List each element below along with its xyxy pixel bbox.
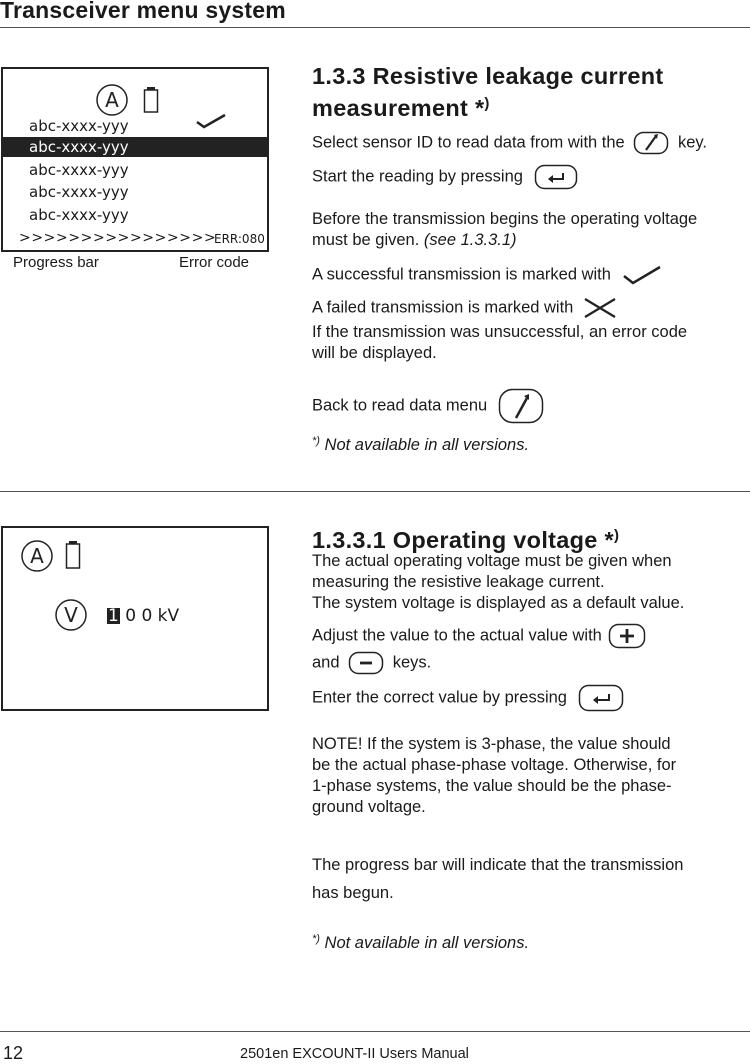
footnote-2 xyxy=(312,929,529,954)
title-superscript: ) xyxy=(613,527,620,544)
battery-icon xyxy=(65,540,81,570)
caption-error-code: Error code xyxy=(179,254,250,271)
plus-key-icon xyxy=(608,623,646,649)
section-title-line1: 1.3.3 Resistive leakage current xyxy=(312,63,664,89)
enter-key-icon xyxy=(578,684,624,712)
before-reference: (see 1.3.3.1) xyxy=(423,231,517,249)
p1-line2: measuring the resistive leakage current. xyxy=(312,573,605,591)
voltage-v-letter: V xyxy=(64,603,78,627)
back-paragraph xyxy=(312,388,544,424)
footnote-mark: *) xyxy=(312,933,320,945)
note-line3: 1-phase systems, the value should be the phase- xyxy=(312,777,672,795)
before-transmission-paragraph xyxy=(312,209,697,251)
enter-text: Enter the correct value by pressing xyxy=(312,688,567,707)
progress-bar-indicator: >>>>>>>>>>>>>>>> xyxy=(19,230,217,246)
page-header-title: Transceiver menu system xyxy=(0,0,286,23)
section-title-1-3-3 xyxy=(312,62,664,122)
lcd-screen-voltage xyxy=(1,526,269,711)
start-text: Start the reading by pressing xyxy=(312,167,523,186)
footnote-text: Not available in all versions. xyxy=(324,436,530,454)
mode-a-icon xyxy=(95,83,129,117)
header-rule xyxy=(0,27,750,28)
enter-value-paragraph xyxy=(312,684,624,712)
voltage-v-icon xyxy=(52,598,90,632)
success-paragraph xyxy=(312,264,662,286)
select-text-key: key. xyxy=(677,133,707,152)
mode-a-letter: A xyxy=(30,544,44,568)
fail-text: A failed transmission is marked with xyxy=(312,298,574,317)
fail-cross-icon xyxy=(582,297,618,319)
error-code-display: ERR:080 xyxy=(214,232,265,246)
note-line4: ground voltage. xyxy=(312,798,426,816)
sensor-list-item: abc-xxxx-yyy xyxy=(29,161,129,179)
success-text: A successful transmission is marked with xyxy=(312,265,611,284)
error-line1: If the transmission was unsuccessful, an error code xyxy=(312,323,688,341)
success-check-icon xyxy=(195,113,227,129)
minus-key-icon xyxy=(348,651,384,675)
voltage-value xyxy=(107,606,179,626)
page-number: 12 xyxy=(3,1043,24,1063)
sensor-list-item: abc-xxxx-yyy xyxy=(29,183,129,201)
footnote-mark: *) xyxy=(312,435,320,447)
lcd-screen-sensor-list xyxy=(1,67,269,252)
back-key-icon xyxy=(498,388,544,424)
mode-a-icon xyxy=(20,539,54,573)
battery-icon xyxy=(143,86,159,114)
section-divider xyxy=(0,491,750,492)
note-paragraph xyxy=(312,734,676,818)
before-line2: must be given. xyxy=(312,231,420,249)
fail-paragraph xyxy=(312,297,618,319)
progress-line1: The progress bar will indicate that the transmission xyxy=(312,856,684,874)
adjust-paragraph xyxy=(312,623,646,649)
note-line2: be the actual phase-phase voltage. Otherwise, for xyxy=(312,756,677,774)
sensor-list-item: abc-xxxx-yyy xyxy=(29,117,129,135)
document-title: 2501en EXCOUNT-II Users Manual xyxy=(240,1046,469,1062)
footer-rule xyxy=(0,1031,750,1032)
voltage-cursor-digit: 1 xyxy=(108,606,119,626)
sensor-list-item: abc-xxxx-yyy xyxy=(29,206,129,224)
error-paragraph xyxy=(312,322,687,364)
error-line2: will be displayed. xyxy=(312,344,437,362)
section2-title: 1.3.3.1 Operating voltage * xyxy=(312,527,614,553)
progress-paragraph xyxy=(312,851,683,907)
select-text: Select sensor ID to read data from with the xyxy=(312,133,625,152)
adjust-text: Adjust the value to the actual value with xyxy=(312,626,602,645)
back-text: Back to read data menu xyxy=(312,396,488,415)
p1-line1: The actual operating voltage must be given when xyxy=(312,552,672,570)
footnote-1 xyxy=(312,431,529,456)
section-title-line2: measurement * xyxy=(312,95,485,121)
section-title-1-3-3-1 xyxy=(312,522,619,554)
note-line1: NOTE! If the system is 3-phase, the value should xyxy=(312,735,671,753)
voltage-value-rest: 0 0 kV xyxy=(119,606,180,626)
and-text: and xyxy=(312,653,340,672)
progress-line2: has begun. xyxy=(312,884,394,902)
select-key-icon xyxy=(633,131,669,155)
title-superscript: ) xyxy=(484,95,490,112)
caption-progress-bar: Progress bar xyxy=(13,254,99,271)
operating-voltage-paragraph xyxy=(312,551,684,614)
footnote-text: Not available in all versions. xyxy=(324,934,530,952)
start-reading-paragraph xyxy=(312,164,578,190)
mode-a-letter: A xyxy=(105,88,119,112)
minus-key-paragraph xyxy=(312,651,431,675)
enter-key-icon xyxy=(534,164,578,190)
before-line1: Before the transmission begins the operating voltage xyxy=(312,210,698,228)
sensor-list-item-selected: abc-xxxx-yyy xyxy=(3,137,267,157)
select-sensor-paragraph xyxy=(312,131,707,155)
success-check-icon xyxy=(622,264,662,286)
keys-text: keys. xyxy=(392,653,432,672)
p1-line3: The system voltage is displayed as a default value. xyxy=(312,594,685,612)
